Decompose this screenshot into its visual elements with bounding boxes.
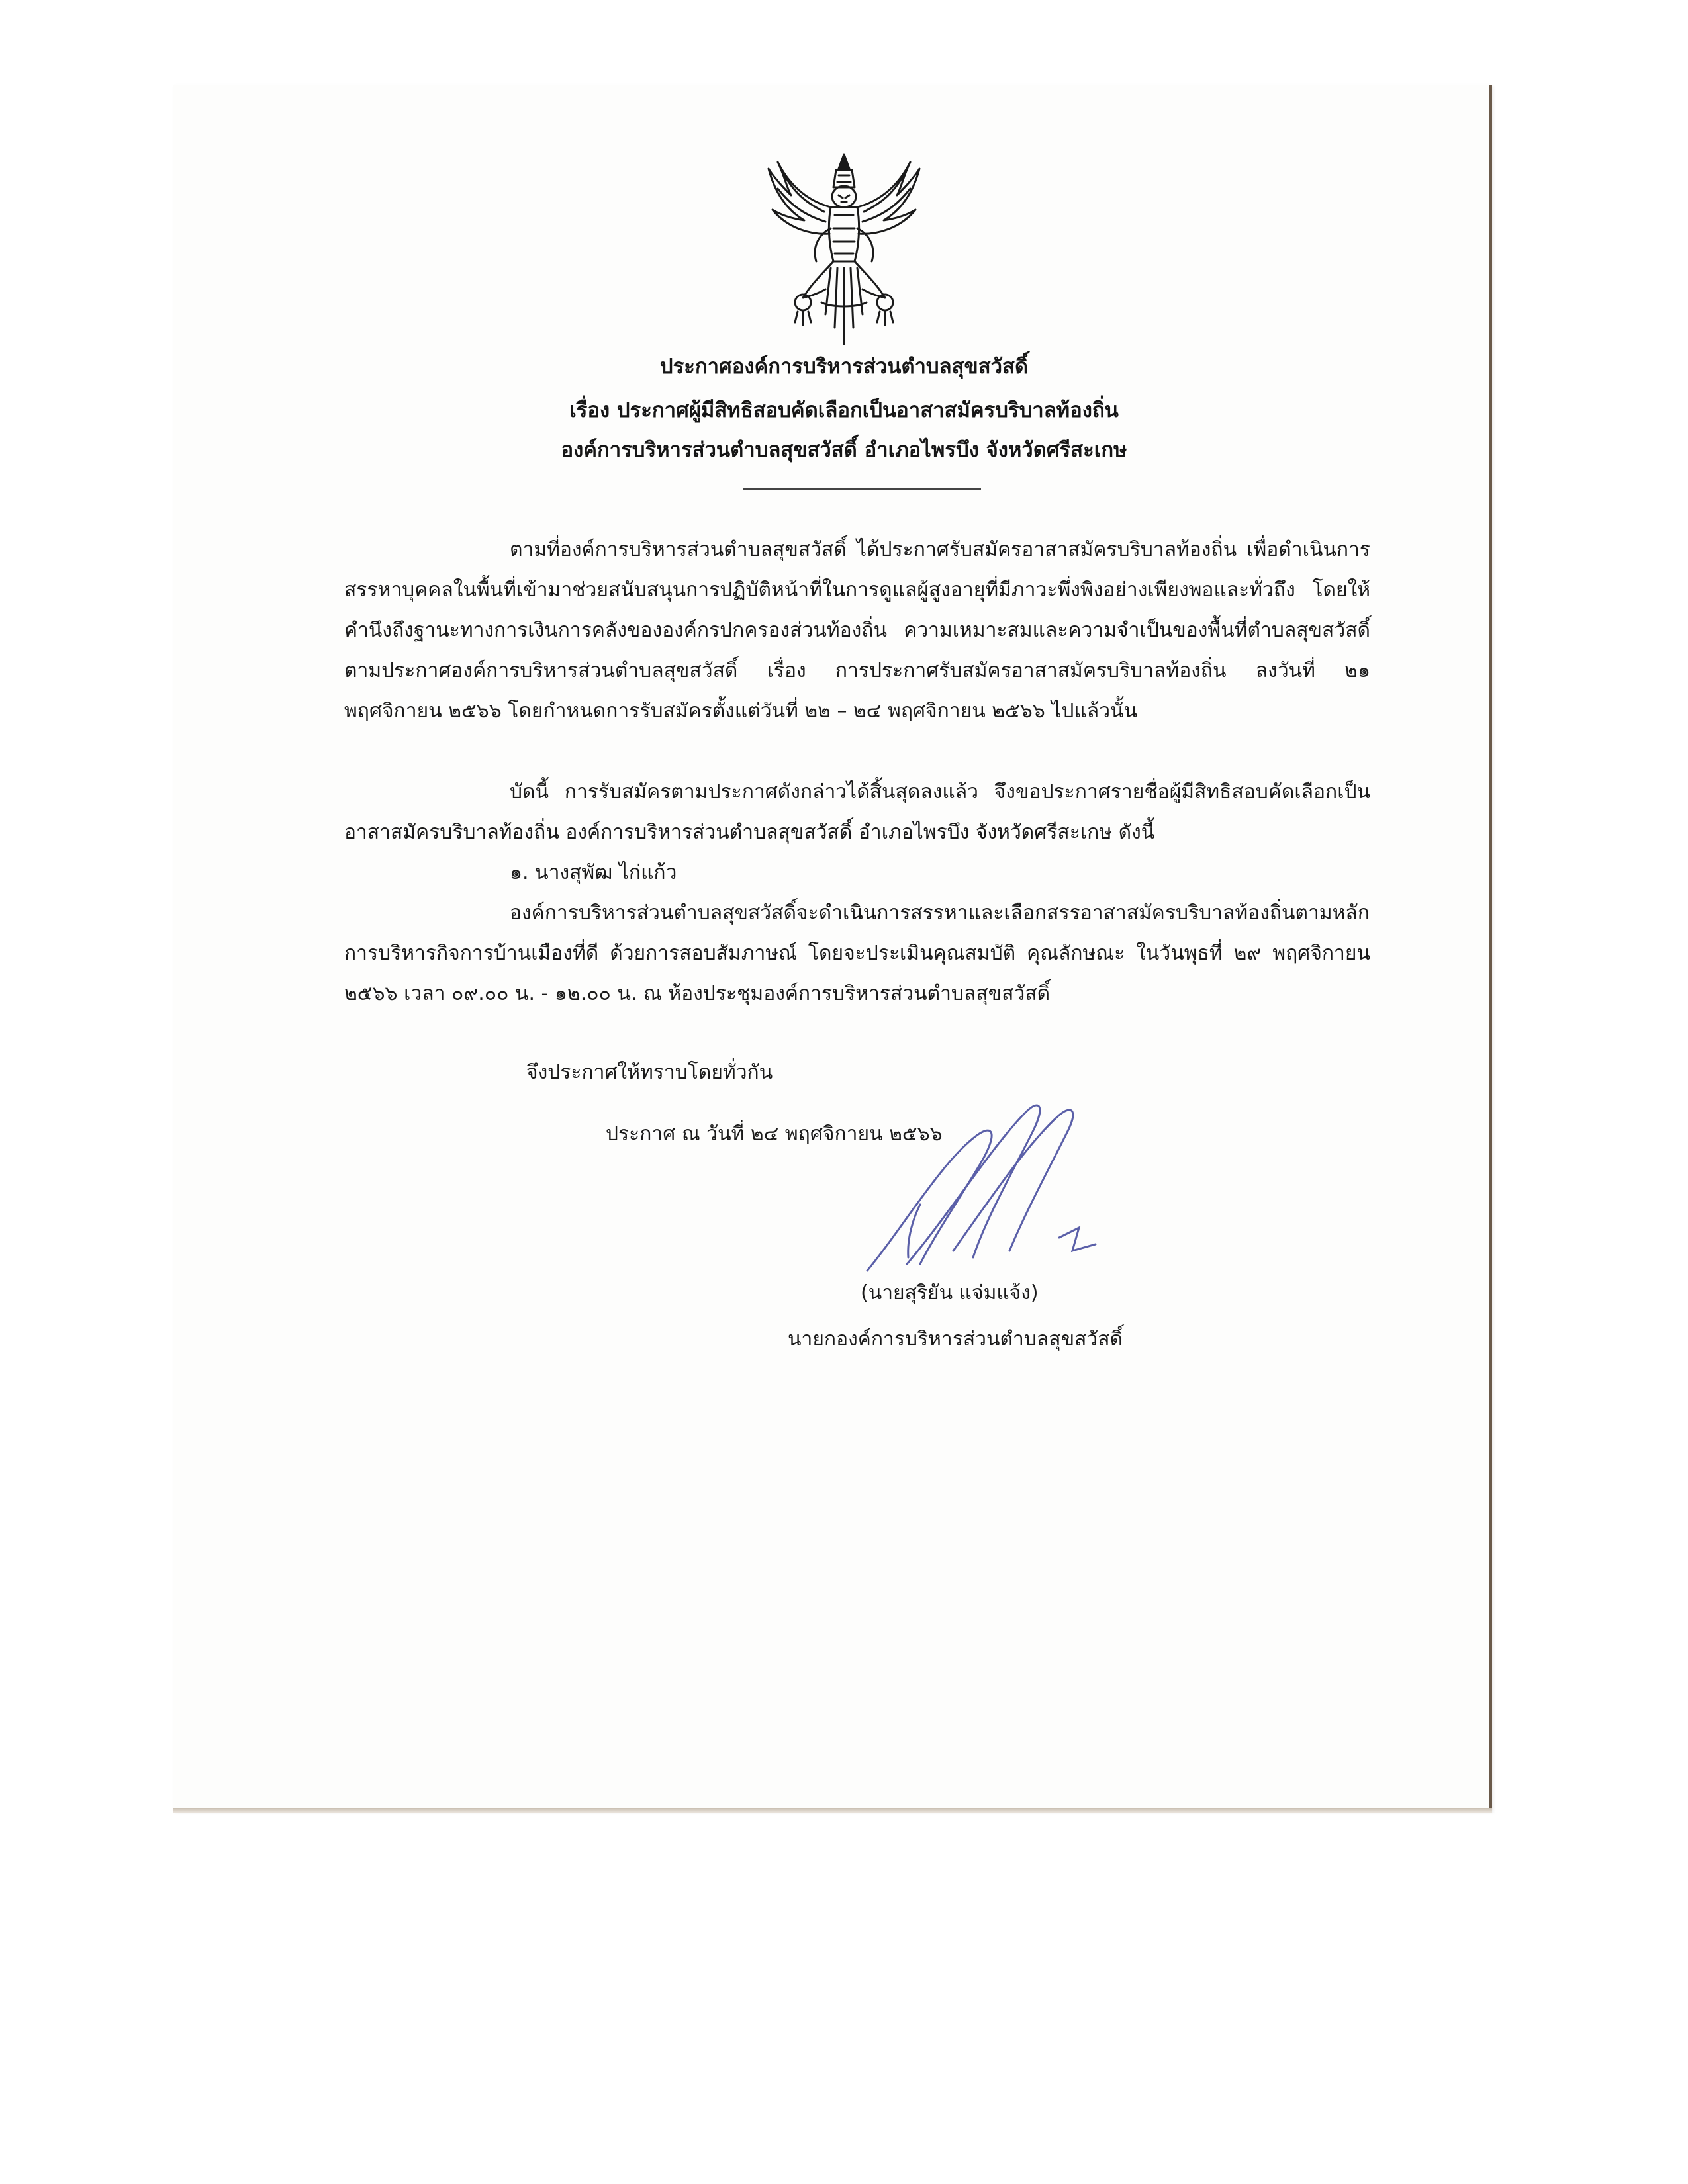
paragraph-interview [344,893,1370,1014]
paper-edge [173,1808,1492,1813]
paragraph-announcement-text: บัดนี้ การรับสมัครตามประกาศดังกล่าวได้สิ้นสุดลงแล้ว จึงขอประกาศรายชื่อผู้มีสิทธิสอบคัดเลือกเป็นอาสาสมัครบริบาลท้องถิ่น องค์การบริหารส่วนตำบลสุขสวัสดิ์ อำเภอไพรบึง จังหวัดศรีสะเกษ ดังนี้ [344,780,1370,844]
signature-mark [861,1085,1165,1277]
paragraph-background-text: ตามที่องค์การบริหารส่วนตำบลสุขสวัสดิ์ ได้ประกาศรับสมัครอาสาสมัครบริบาลท้องถิ่น เพื่อดำเนินการสรรหาบุคคลในพื้นที่เข้ามาช่วยสนับสนุนการปฏิบัติหน้าที่ในการดูแลผู้สูงอายุที่มีภาวะพึ่งพิงอย่างเพียงพอและทั่วถึง โดยให้คำนึงถึงฐานะทางการเงินการคลังขององค์กรปกครองส่วนท้องถิ่น ความเหมาะสมและความจำเป็นของพื้นที่ตำบลสุขสวัสดิ์ ตามประกาศองค์การบริหารส่วนตำบลสุขสวัสดิ์ เรื่อง การประกาศรับสมัครอาสาสมัครบริบาลท้องถิ่น ลงวันที่ ๒๑ พฤศจิกายน ๒๕๖๖ โดยกำหนดการรับสมัครตั้งแต่วันที่ ๒๒ – ๒๔ พฤศจิกายน ๒๕๖๖ ไปแล้วนั้น [344,538,1370,723]
paragraph-background [344,529,1370,731]
announcement-title: ประกาศองค์การบริหารส่วนตำบลสุขสวัสดิ์ [659,355,1029,379]
signer-name: (นายสุริยัน แจ่มแจ้ง) [861,1281,1039,1304]
announcement-subject: เรื่อง ประกาศผู้มีสิทธิสอบคัดเลือกเป็นอาสาสมัครบริบาลท้องถิ่น [569,398,1119,422]
header-divider [743,488,981,490]
signer-title: นายกองค์การบริหารส่วนตำบลสุขสวัสดิ์ [788,1328,1123,1351]
announcement-date: ประกาศ ณ วันที่ ๒๔ พฤศจิกายน ๒๕๖๖ [606,1122,943,1146]
paragraph-interview-text: องค์การบริหารส่วนตำบลสุขสวัสดิ์จะดำเนินการสรรหาและเลือกสรรอาสาสมัครบริบาลท้องถิ่นตามหลักการบริหารกิจการบ้านเมืองที่ดี ด้วยการสอบสัมภาษณ์ โดยจะประเมินคุณสมบัติ คุณลักษณะ ในวันพุธที่ ๒๙ พฤศจิกายน ๒๕๖๖ เวลา ๐๙.๐๐ น. - ๑๒.๐๐ น. ณ ห้องประชุมองค์การบริหารส่วนตำบลสุขสวัสดิ์ [344,901,1370,1005]
closing-statement: จึงประกาศให้ทราบโดยทั่วกัน [526,1061,773,1084]
announcement-organization: องค์การบริหารส่วนตำบลสุขสวัสดิ์ อำเภอไพรบึง จังหวัดศรีสะเกษ [561,438,1127,462]
candidate-list-item: ๑. นางสุพัฒ ไก่แก้ว [510,861,677,884]
garuda-emblem-icon [765,149,923,351]
paragraph-announcement [344,772,1370,852]
